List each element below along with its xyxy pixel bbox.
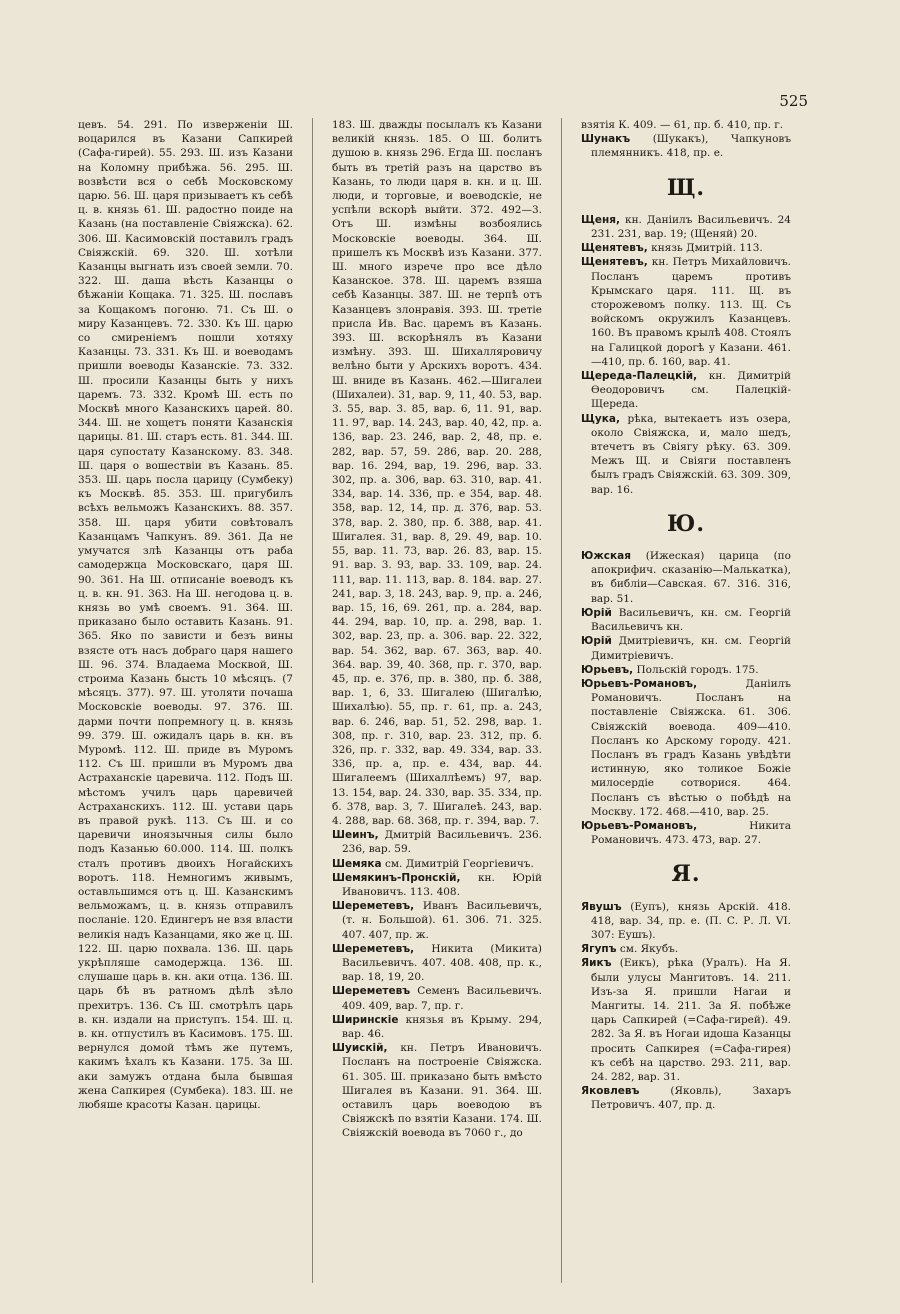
shch-entry-list (581, 213, 791, 497)
index-entry (581, 634, 791, 662)
column-2 (313, 118, 562, 1283)
index-entry (581, 412, 791, 497)
entry-body: Никита Романовичъ. 473. 473, вар. 27. (591, 819, 791, 847)
index-entry (581, 241, 791, 255)
index-entry (581, 369, 791, 412)
entry-head: Ширинскіе (332, 1013, 399, 1026)
index-entry (332, 828, 542, 856)
entry-body: Даніилъ Романовичъ. Посланъ на поставленіе Свіяжска. 61. 306. Свіяжскій воевода. 409—410. Посланъ ко Арскому городу. 421. Посланъ въ градъ Казань увѣдѣти истинную, яко толикое Божіе милосердіе сотворися. 464. Посланъ съ вѣстью о побѣдѣ на Москву. 172. 468.—410, вар. 25. (591, 677, 791, 818)
index-entry (581, 819, 791, 847)
index-entry (581, 900, 791, 943)
index-entry (581, 132, 791, 160)
entry-body: рѣка, вытекаетъ изъ озера, около Свіяжска, и, мало шедъ, втечетъ въ Свіягу рѣку. 63. 309. Межъ Щ. и Свіяги поставленъ былъ градъ Свіяжскій. 63. 309. 309, вар. 16. (591, 412, 791, 496)
entry-head: Щенятевъ, (581, 242, 648, 255)
index-entry (581, 663, 791, 677)
entry-body: князья въ Крыму. 294, вар. 46. (342, 1013, 542, 1040)
entry-head: Шемяка (332, 857, 382, 870)
entry-body: князь Дмитрій. 113. (651, 242, 763, 255)
entry-head: Юрьевъ-Романовъ, (581, 819, 698, 832)
index-entry (332, 871, 542, 899)
col2-text: 183. Ш. дважды посылалъ къ Казани великій князь. 185. О Ш. болитъ душою в. князь 296. Егда Ш. посланъ быть въ третій разъ на царство въ Казань, то люди царя в. кн. и ц. Ш. люди, и торговые, и воеводскіе, не успѣли вскорѣ выйти. 372. 492—3. Отъ Ш. измѣны возбоялись Московскіе воеводы. 364. Ш. пришелъ къ Москвѣ изъ Казани. 377. Ш. много изрече про все дѣло Казанское. 378. Ш. царемъ взяша себѣ Казанцы. 387. Ш. не терпѣ отъ Казанцевъ злонравія. 393. Ш. третіе присла Ив. Вас. царемъ въ Казань. 393. Ш. вскорѣнялъ въ Казани измѣну. 393. Ш. Шихалляровичу велѣно быти у Арскихъ воротъ. 434. Ш. вниде въ Казань. 462.—Шигалеи (Шихалеи). 31, вар. 9, 11, 40. 53, вар. 3. 55, вар. 3. 85, вар. 6, 11. 91, вар. 11. 97, вар. 14. 243, вар. 40, 42, пр. а. 136, вар. 23. 246, вар. 2, 48, пр. е. 282, вар. 57, 59. 286, вар. 20. 288, вар. 16. 294, вар, 19. 296, вар. 33. 302, пр. а. 306, вар. 63. 310, вар. 41. 334, вар. 14. 336, пр. е 354, вар. 48. 358, вар. 12, 14, пр. д. 376, вар. 53. 378, вар. 2. 380, пр. б. 388, вар. 41. Шигалея. 31, вар. 8, 29. 49, вар. 10. 55, вар. 11. 73, вар. 26. 83, вар. 15. 91. вар. 3. 93, вар. 33. 109, вар. 24. 111, вар. 11. 113, вар. 8. 184. вар. 27. 241, вар. 3, 18. 243, вар. 9, пр. а. 246, вар. 15, 16, 69. 261, пр. а. 284, вар. 44. 294, вар. 10, пр. а. 298, вар. 1. 302, вар. 23, пр. а. 306. вар. 22. 322, вар. 54. 362, вар. 67. 363, вар. 40. 364. вар. 39, 40. 368, пр. г. 370, вар. 45, пр. е. 376, пр. в. 380, пр. б. 388, вар. 1, 6, 33. Шигалею (Шигалѣю, Шихалѣю). 55, пр. г. 61, пр. а. 243, вар. 6. 246, вар. 51, 52. 298, вар. 1. 308, пр. г. 310, вар. 23. 312, пр. б. 326, пр. г. 332, вар. 49. 334, вар. 33. 336, пр. а, пр. е. 434, вар. 44. Шигалеемъ (Шихаллѣемъ) 97, вар. 13. 154, вар. 24. 330, вар. 35. 334, пр. б. 378, вар. 3, 7. Шигалеѣ. 243, вар. 4. 288, вар. 68. 368, пр. г. 394, вар. 7. (332, 119, 542, 827)
entry-body: Никита (Микита) Васильевичъ. 407. 408. 408, пр. к., вар. 18, 19, 20. (342, 942, 542, 984)
entry-body: кн. Петръ Михайловичъ. Посланъ царемъ противъ Крымскаго царя. 111. Щ. въ сторожевомъ полку. 113. Щ. Съ войскомъ окружилъ Казанцевъ. 160. Въ правомъ крылѣ 408. Стоялъ на Галицкой дорогѣ у Казани. 461.—410, пр. б. 160, вар. 41. (591, 256, 791, 368)
col2-entry-list (332, 828, 542, 1140)
entry-body: Семенъ Васильевичъ. 409. 409, вар. 7, пр. г. (342, 985, 542, 1012)
index-entry (581, 1084, 791, 1112)
entry-body: кн. Петръ Ивановичъ. Посланъ на построеніе Свіяжска. 61. 305. Ш. приказано быть вмѣсто Шигалея въ Казани. 91. 364. Ш. оставилъ царь воеводою въ Свіяжскѣ по взятіи Казани. 174. Ш. Свіяжскій воевода въ 7060 г., до (342, 1042, 542, 1140)
entry-body: (Ижеская) царица (по апокрифич. сказанію—Малькатка), въ библіи—Савская. 67. 316. 316, вар. 51. (591, 550, 791, 605)
entry-head: Юрьевъ-Романовъ, (581, 677, 698, 690)
entry-body: Иванъ Васильевичъ, (т. н. Большой). 61. 306. 71. 325. 407. 407, пр. ж. (342, 900, 542, 941)
index-entry (332, 1041, 542, 1140)
ya-entry-list (581, 900, 791, 1113)
entry-body: кн. Юрій Ивановичъ. 113. 408. (342, 871, 542, 898)
entry-body: Дмитрій Васильевичъ. 236. 236, вар. 59. (342, 829, 543, 856)
entry-head: Шереметевъ (332, 985, 411, 998)
index-entry (332, 857, 542, 871)
index-entry (332, 899, 542, 942)
entry-head: Шуискій, (332, 1042, 388, 1055)
entry-body: (Яковль), Захаръ Петровичъ. 407, пр. д. (591, 1085, 791, 1112)
index-entry (332, 984, 542, 1012)
entry-body: Дмитріевичъ, кн. см. Георгій Димитріевичъ. (591, 635, 791, 662)
index-columns (78, 118, 828, 1283)
index-entry (581, 255, 791, 369)
entry-body: кн. Даніилъ Васильевичъ. 24 231. 231, вар. 19; (Щеняй) 20. (591, 213, 791, 241)
entry-head: Щереда-Палецкій, (581, 370, 698, 383)
entry-head: Южская (581, 550, 631, 563)
entry-head: Шереметевъ, (332, 900, 415, 913)
entry-head: Явушъ (581, 900, 622, 913)
entry-head: Яковлевъ (581, 1085, 640, 1098)
entry-head: Шемякинъ-Пронскій, (332, 871, 461, 884)
entry-head: Ягупъ (581, 943, 617, 956)
entry-head: Юрьевъ, (581, 663, 634, 676)
entry-head: Юрій (581, 635, 612, 648)
index-entry (332, 1013, 542, 1041)
index-entry (581, 549, 791, 606)
column-3 (562, 118, 791, 1283)
entry-head: Шеинъ, (332, 829, 379, 842)
entry-body: (Шукакъ), Чапкуновъ племянникъ. 418, пр. е. (591, 133, 791, 160)
index-entry (581, 606, 791, 634)
letter-heading-yu: Ю. (667, 510, 705, 537)
index-entry (581, 213, 791, 241)
entry-head: Юрій (581, 606, 612, 619)
entry-body: Васильевичъ, кн. см. Георгій Васильевичъ кн. (591, 606, 791, 634)
entry-head: Яикъ (581, 957, 612, 970)
page-number: 525 (779, 92, 808, 110)
entry-body: (Еикъ), рѣка (Уралъ). На Я. были улусы Мангитовъ. 14. 211. Изъ-за Я. пришли Нагаи и Мангиты. 14. 211. За Я. побѣже царь Сапкирей (=Сафа-гирей). 49. 282. За Я. въ Ногаи идоша Казанцы просить Сапкирея (=Сафа-гирея) къ себѣ на царство. 293. 211, вар. 24. 282, вар. 31. (591, 957, 791, 1083)
column-1 (78, 118, 313, 1283)
index-entry (581, 942, 791, 956)
col1-text: цевъ. 54. 291. По изверженіи Ш. воцарился въ Казани Сапкирей (Сафа-гирей). 55. 293. Ш. изъ Казани на Коломну прибѣжа. 56. 295. Ш. возвѣсти вся о себѣ Московскому царю. 56. Ш. царя призываетъ къ себѣ ц. в. князь 61. Ш. радостно поиде на Казань (на поставленіе Свіяжска). 62. 306. Ш. Касимовскій поставилъ градъ Свіяжскій. 69. 320. Ш. хотѣли Казанцы выгнать изъ своей земли. 70. 322. Ш. даша вѣсть Казанцы о бѣжаніи Кощака. 71. 325. Ш. пославъ за Кощакомъ погоню. 71. Съ Ш. о миру Казанцевъ. 72. 330. Къ Ш. царю со смиреніемъ пошли хотяху Казанцы. 73. 331. Къ Ш. и воеводамъ пришли воеводы Казанскіе. 73. 332. Ш. просили Казанцы быть у нихъ царемъ. 73. 332. Кромѣ Ш. есть по Москвѣ много Казанскихъ царей. 80. 344. Ш. не хощетъ поняти Казанскія царицы. 81. Ш. старъ есть. 81. 344. Ш. царя супостату Казанскому. 83. 348. Ш. царя о вошествіи въ Казань. 85. 353. Ш. царь посла царицу (Сумбеку) къ Москвѣ. 85. 353. Ш. пригубилъ всѣхъ вельможъ Казанскихъ. 88. 357. 358. Ш. царя убити совѣтовалъ Казанцамъ Чапкунъ. 89. 361. Да не умучатся злѣ Казанцы отъ раба самодержца Московскаго, царя Ш. 90. 361. На Ш. отписаніе воеводъ къ ц. в. кн. 91. 363. На Ш. негодова ц. в. князь во умѣ своемъ. 91. 364. Ш. приказано было оставить Казань. 91. 365. Яко по зависти и безъ вины взясте отъ насъ добраго царя нашего Ш. 96. 374. Владаема Москвой, Ш. строима Казань бысть 10 мѣсяцъ. (7 мѣсяцъ. 377). 97. Ш. утоляти почаша Московскіе воеводы. 97. 376. Ш. дарми почти попремногу ц. в. князь 99. 379. Ш. ожидалъ царь в. кн. въ Муромѣ. 112. Ш. приде въ Муромъ 112. Съ Ш. пришли въ Муромъ два Астраханскіе царевича. 112. Подъ Ш. мѣстомъ училъ царь царевичей Астраханскихъ. 112. Ш. устави царь въ правой рукѣ. 113. Съ Ш. и со царевичи иноязычныя силы было подъ Казанью 60.000. 114. Ш. полкъ сталъ противъ двоихъ Ногайскихъ воротъ. 118. Немногимъ живымъ, оставльшимся отъ ц. Ш. Казанскимъ вельможамъ, ц. в. князь отправилъ посланіе. 120. Едингеръ не взя власти великія надъ Казанцами, яко же ц. Ш. 122. Ш. царю похвала. 136. Ш. царь укрѣпляше самодержца. 136. Ш. слушаше царь в. кн. аки отца. 136. Ш. царь бѣ въ ратномъ дѣлѣ зѣло прехитръ. 136. Съ Ш. смотрѣлъ царь в. кн. издали на приступъ. 154. Ш. ц. в. кн. отпустилъ въ Касимовъ. 175. Ш. вернулся домой тѣмъ же путемъ, какимъ ѣхалъ къ Казани. 175. За Ш. аки замужъ отдана была бывшая жена Сапкирея (Сумбека). 183. Ш. не любяше красоты Казан. царицы. (78, 119, 293, 1112)
entry-head: Шунакъ (581, 133, 631, 146)
entry-head: Щенятевъ, (581, 256, 648, 269)
yu-entry-list (581, 549, 791, 847)
entry-body: (Еупъ), князь Арскій. 418. 418, вар. 34, пр. е. (П. С. Р. Л. VI. 307: Еушъ). (591, 900, 791, 941)
col3-intro: взятія К. 409. — 61, пр. б. 410, пр. г. (581, 119, 784, 131)
letter-heading-ya: Я. (671, 861, 701, 888)
entry-head: Щеня, (581, 213, 621, 226)
entry-body: Польскій городъ. 175. (636, 663, 759, 676)
index-entry (581, 677, 791, 819)
letter-heading-shch: Щ. (666, 174, 706, 201)
entry-body: кн. Димитрій Өеодоровичъ см. Палецкій-Щереда. (591, 370, 791, 411)
index-entry (332, 942, 542, 985)
entry-head: Шереметевъ, (332, 942, 415, 955)
entry-body: см. Димитрій Георгіевичъ. (384, 857, 534, 870)
entry-head: Щука, (581, 412, 620, 425)
index-entry (581, 956, 791, 1084)
entry-body: см. Якубъ. (619, 943, 679, 956)
